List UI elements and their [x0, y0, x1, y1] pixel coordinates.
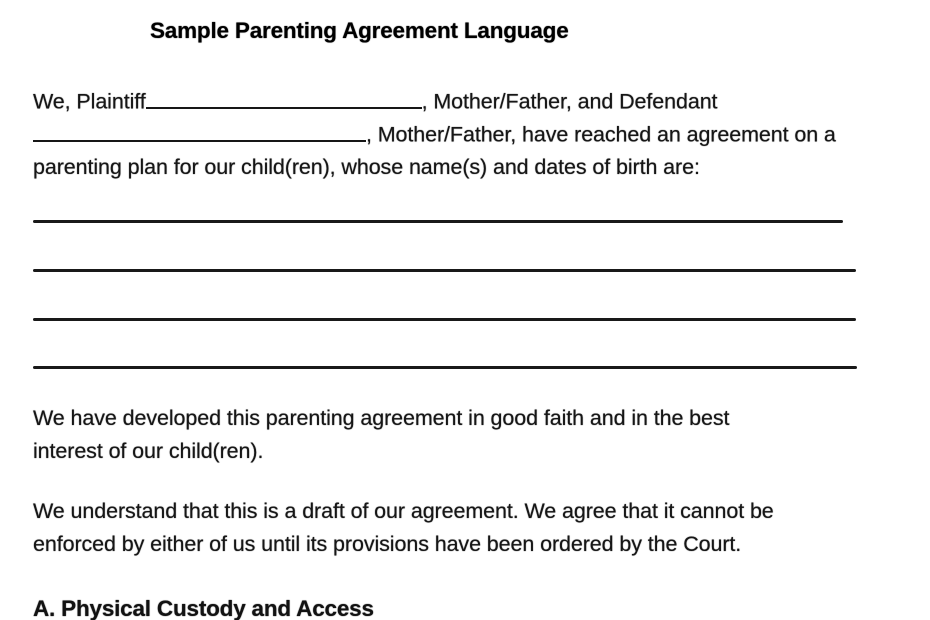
draft-paragraph [33, 495, 774, 561]
draft-line-1: We understand that this is a draft of our agreement. We agree that it cannot be [33, 499, 774, 523]
fill-in-line-4 [33, 366, 857, 369]
page-title: Sample Parenting Agreement Language [150, 18, 569, 43]
good-faith-line-2: interest of our child(ren). [33, 439, 264, 463]
good-faith-paragraph [33, 402, 729, 468]
intro-line2-suffix: , Mother/Father, have reached an agreement on a [366, 122, 836, 147]
fill-in-line-2 [33, 269, 856, 272]
good-faith-line-1: We have developed this parenting agreement in good faith and in the best [33, 406, 730, 430]
intro-line-3: parenting plan for our child(ren), whose name(s) and dates of birth are: [33, 155, 700, 179]
intro-paragraph [33, 85, 836, 184]
fill-in-line-3 [33, 318, 856, 321]
intro-line1-prefix: We, Plaintiff [33, 89, 146, 114]
draft-line-2: enforced by either of us until its provisions have been ordered by the Court. [33, 532, 742, 556]
intro-line-1 [33, 85, 836, 118]
intro-line-2 [33, 118, 836, 151]
plaintiff-name-blank [146, 85, 422, 109]
defendant-name-blank [33, 118, 366, 142]
intro-line1-suffix: , Mother/Father, and Defendant [421, 89, 718, 114]
children-fill-in-lines [33, 220, 857, 369]
section-heading-physical-custody: A. Physical Custody and Access [33, 596, 374, 620]
fill-in-line-1 [33, 220, 843, 223]
